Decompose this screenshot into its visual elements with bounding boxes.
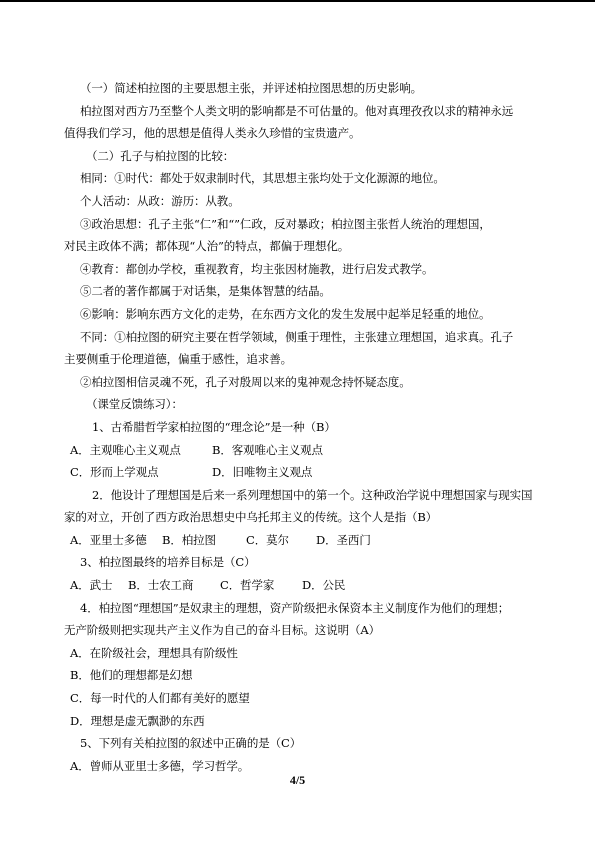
paragraph-line: 主要侧重于伦理道德，偏重于感性，追求善。 [64, 352, 292, 367]
section-heading-2: （二）孔子与柏拉图的比较： [86, 148, 235, 163]
paragraph-line: ②柏拉图相信灵魂不死，孔子对殷周以来的鬼神观念持怀疑态度。 [80, 374, 411, 389]
option-b: B．柏拉图 [162, 532, 216, 547]
paragraph-line: 柏拉图对西方乃至整个人类文明的影响都是不可估量的。他对真理孜孜以求的精神永远 [80, 103, 514, 118]
option-d: D．理想是虚无飘渺的东西 [70, 713, 205, 728]
option-b: B．他们的理想都是幻想 [70, 668, 193, 683]
paragraph-line: ⑥影响：影响东西方文化的走势，在东西方文化的发生发展中起举足轻重的地位。 [80, 306, 491, 321]
option-d: D．圣西门 [316, 532, 371, 547]
paragraph-line: 值得我们学习，他的思想是值得人类永久珍惜的宝贵遗产。 [64, 126, 361, 141]
question-2-options [70, 529, 544, 552]
section-heading-1: （一）简述柏拉图的主要思想主张，并评述柏拉图思想的历史影响。 [80, 81, 422, 95]
option-c: C．形而上学观点 [70, 465, 159, 480]
paragraph-line: ④教育：都创办学校，重视教育，均主张因材施教，进行启发式教学。 [80, 261, 434, 276]
option-a: A．主观唯心主义观点 [70, 442, 181, 457]
paragraph-line: ⑤二者的著作都属于对话集，是集体智慧的结晶。 [80, 284, 331, 299]
page-number: 4/5 [289, 773, 306, 787]
option-c: C．每一时代的人们都有美好的愿望 [70, 691, 250, 706]
question-2-line: 2．他设计了理想国是后来一系列理想国中的第一个。这种政治学说中理想国家与现实国 [92, 487, 533, 502]
option-c: C．莫尔 [246, 532, 289, 547]
option-a: A．曾师从亚里士多德，学习哲学。 [70, 758, 250, 773]
exercise-heading: （课堂反馈练习）： [86, 397, 183, 412]
header-rule [0, 0, 595, 2]
paragraph-line: 个人活动：从政：游历：从教。 [80, 193, 240, 208]
option-c: C．哲学家 [220, 578, 275, 593]
paragraph-line: ③政治思想：孔子主张“仁”和“”仁政，反对暴政；柏拉图主张哲人统治的理想国， [80, 216, 491, 231]
question-4-line: 4．柏拉图“理想国”是奴隶主的理想，资产阶级把永保资本主义制度作为他们的理想； [80, 600, 510, 615]
paragraph-line: 对民主政体不满；都体现“人治”的特点，都偏于理想化。 [64, 239, 350, 254]
question-2-line: 家的对立，开创了西方政治思想史中乌托邦主义的传统。这个人是指（B） [64, 510, 438, 525]
question-4-line: 无产阶级则把实现共产主义作为自己的奋斗目标。这说明（A） [64, 623, 381, 638]
option-b: B．客观唯心主义观点 [212, 442, 323, 457]
option-a: A．在阶级社会，理想具有阶级性 [70, 645, 238, 660]
question-1-options-row-2 [70, 461, 544, 484]
paragraph-line: 不同：①柏拉图的研究主要在哲学领域，侧重于理性，主张建立理想国，追求真。孔子 [80, 329, 514, 344]
paragraph-line: 相同：①时代：都处于奴隶制时代，其思想主张均处于文化源源的地位。 [80, 171, 445, 186]
question-5: 5、下列有关柏拉图的叙述中正确的是（C） [80, 736, 302, 751]
question-3: 3、柏拉图最终的培养目标是（C） [80, 555, 256, 570]
option-a: A．亚里士多德 [70, 532, 147, 547]
option-d: D．旧唯物主义观点 [212, 465, 313, 480]
question-1-options-row-1 [70, 439, 544, 462]
option-a: A．武士 [70, 578, 113, 593]
document-body [64, 77, 544, 777]
option-b: B．士农工商 [128, 578, 194, 593]
question-3-options [70, 574, 544, 597]
option-d: D．公民 [302, 578, 346, 593]
question-1: 1、古希腊哲学家柏拉图的“理念论”是一种（B） [92, 419, 336, 434]
